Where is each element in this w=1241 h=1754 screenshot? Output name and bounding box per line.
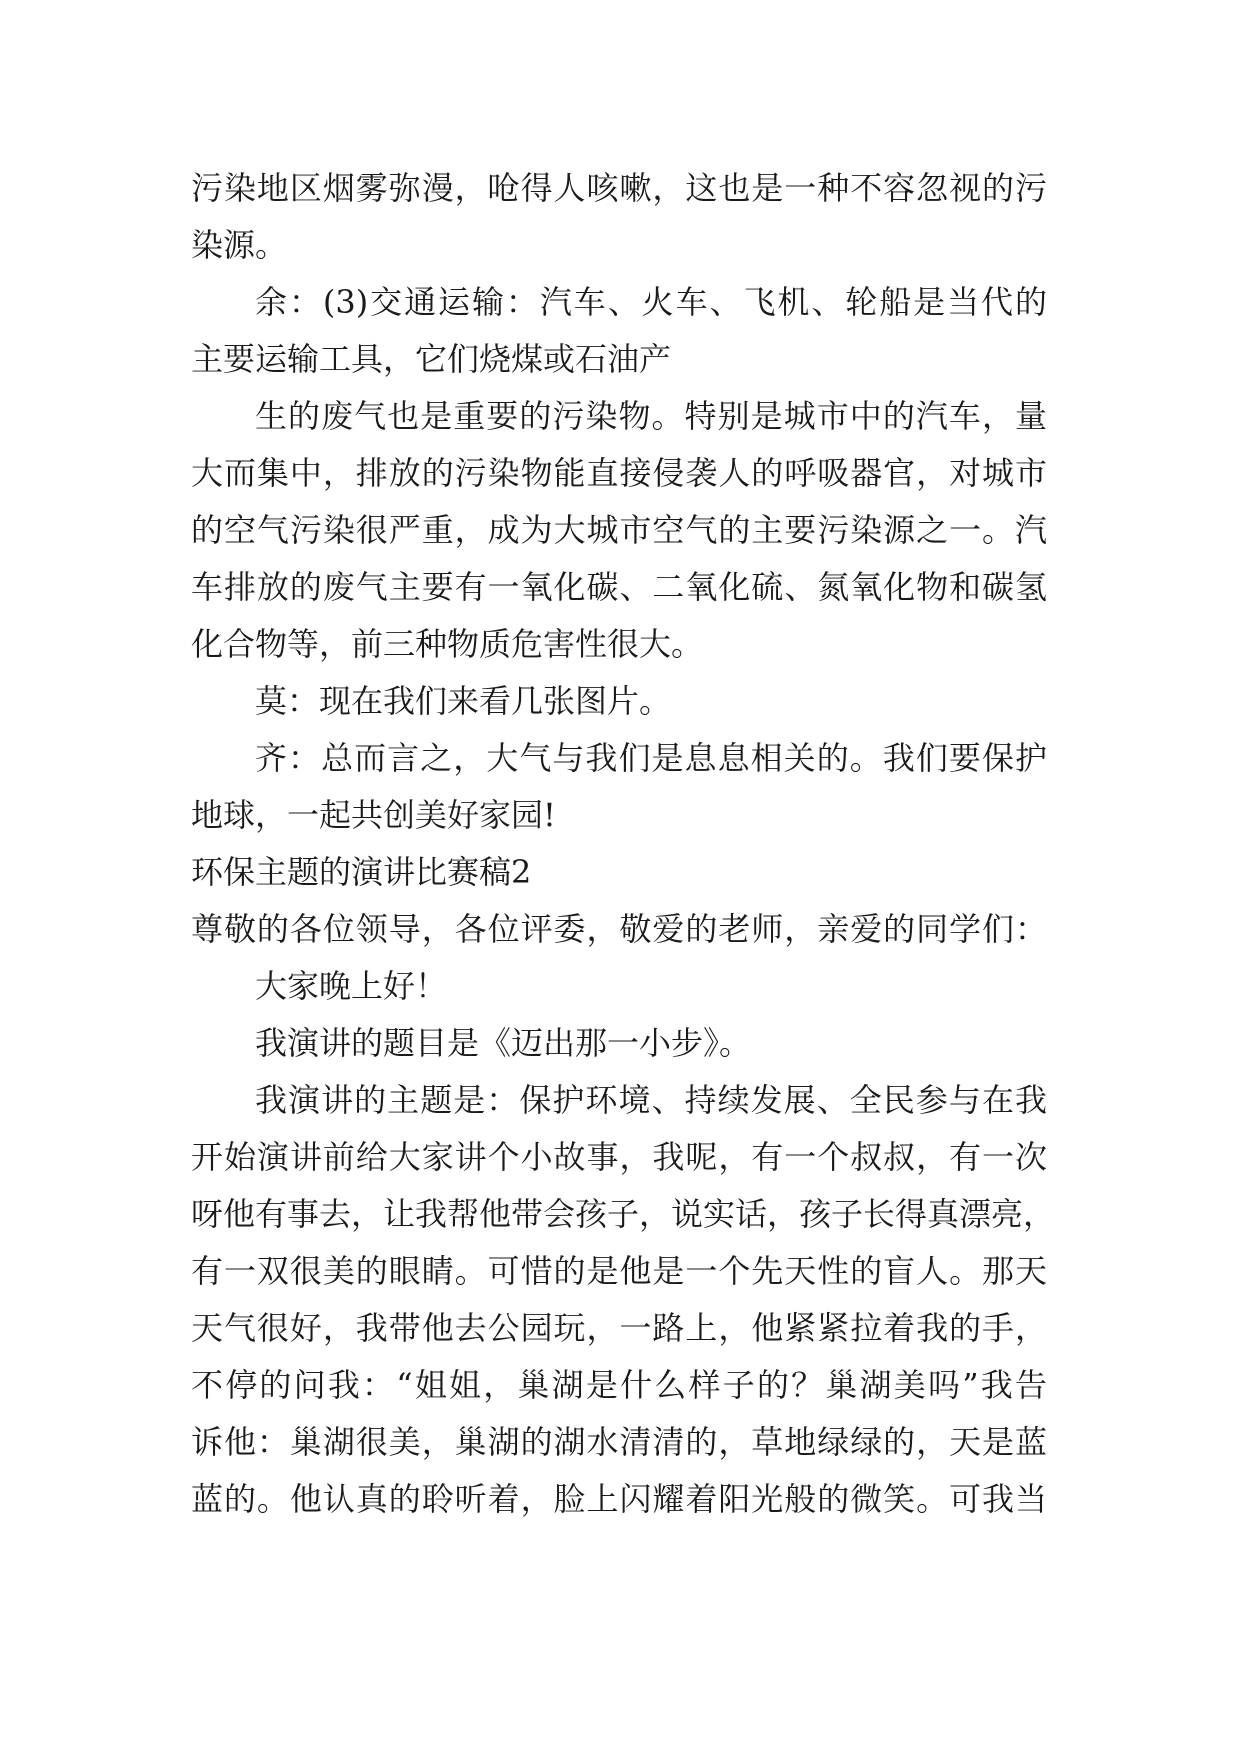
paragraph-line: 污染地区烟雾弥漫，呛得人咳嗽，这也是一种不容忽视的污 [191,169,1047,207]
paragraph-line: 的空气污染很严重，成为大城市空气的主要污染源之一。汽 [191,511,1047,549]
paragraph-line: 化合物等，前三种物质危害性很大。 [191,625,704,663]
paragraph-line: 齐：总而言之，大气与我们是息息相关的。我们要保护 [255,739,1047,777]
paragraph-line: 天气很好，我带他去公园玩，一路上，他紧紧拉着我的手， [191,1309,1047,1347]
paragraph-line: 诉他：巢湖很美，巢湖的湖水清清的，草地绿绿的，天是蓝 [191,1423,1047,1461]
paragraph-line: 蓝的。他认真的聆听着，脸上闪耀着阳光般的微笑。可我当 [191,1480,1047,1518]
paragraph-line: 染源。 [191,226,288,264]
salutation-line: 尊敬的各位领导，各位评委，敬爱的老师，亲爱的同学们： [191,910,1047,948]
section-heading: 环保主题的演讲比赛稿2 [191,853,532,891]
paragraph-line: 生的废气也是重要的污染物。特别是城市中的汽车，量 [255,397,1047,435]
paragraph-line: 不停的问我：“姐姐，巢湖是什么样子的？巢湖美吗”我告 [191,1366,1047,1404]
paragraph-line: 我演讲的主题是：保护环境、持续发展、全民参与在我 [255,1081,1047,1119]
paragraph-line: 地球，一起共创美好家园! [191,796,556,834]
paragraph-line: 有一双很美的眼睛。可惜的是他是一个先天性的盲人。那天 [191,1252,1047,1290]
paragraph-line: 主要运输工具，它们烧煤或石油产 [191,340,672,378]
paragraph-line: 开始演讲前给大家讲个小故事，我呢，有一个叔叔，有一次 [191,1138,1047,1176]
paragraph-line: 莫：现在我们来看几张图片。 [255,682,672,720]
paragraph-line: 余：(3)交通运输：汽车、火车、飞机、轮船是当代的 [255,283,1047,321]
paragraph-line: 大而集中，排放的污染物能直接侵袭人的呼吸器官，对城市 [191,454,1047,492]
paragraph-line: 我演讲的题目是《迈出那一小步》。 [255,1024,752,1062]
paragraph-line: 呀他有事去，让我帮他带会孩子，说实话，孩子长得真漂亮， [191,1195,1056,1233]
paragraph-line: 车排放的废气主要有一氧化碳、二氧化硫、氮氧化物和碳氢 [191,568,1047,606]
paragraph-line: 大家晚上好！ [255,967,448,1005]
